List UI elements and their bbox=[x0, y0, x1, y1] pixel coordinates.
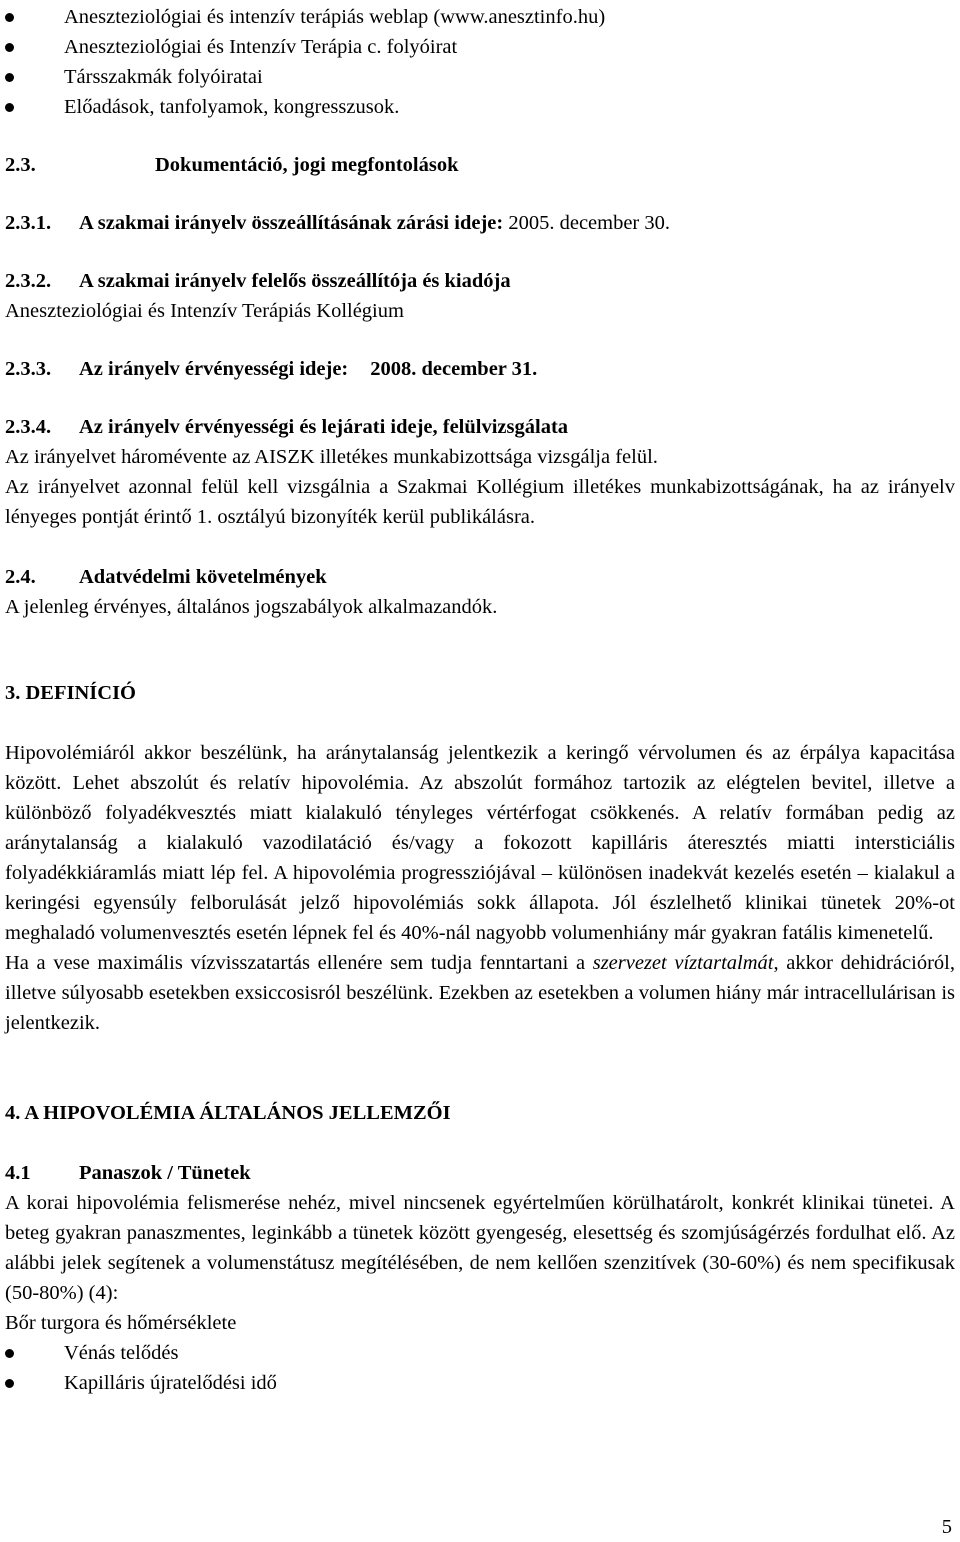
definition-paragraph-2: Ha a vese maximális vízvisszatartás ellenére sem tudja fenntartani a szervezet víztartalmát, akkor dehidrációról, illetve súlyosabb esetekben exsiccosisról beszélünk. Ezekben az esetekben a volumen hiány már intracellulárisan is jelentkezik. bbox=[5, 952, 955, 1034]
bullet-icon bbox=[5, 103, 14, 112]
section-2-3-4-line: Az irányelvet háromévente az AISZK illetékes munkabizottsága vizsgálja felül. bbox=[5, 446, 658, 468]
list-item: Társszakmák folyóiratai bbox=[5, 62, 955, 92]
section-heading-2-4: 2.4. Adatvédelmi követelmények bbox=[5, 566, 327, 588]
symptoms-line: Bőr turgora és hőmérséklete bbox=[5, 1312, 237, 1334]
bullet-icon bbox=[5, 1379, 14, 1388]
section-heading-4: 4. A HIPOVOLÉMIA ÁLTALÁNOS JELLEMZŐI bbox=[5, 1102, 451, 1124]
resource-bullet-list bbox=[5, 2, 955, 122]
definition-paragraph-1: Hipovolémiáról akkor beszélünk, ha aránytalanság jelentkezik a keringő vérvolumen és az érpálya kapacitása között. Lehet abszolút és relatív hipovolémia. Az abszolút formához tartozik az elégtelen bevitel, illetve a különböző folyadékvesztés miatt kialakuló tényleges vértérfogat csökkenés. A relatív formában pedig az aránytalanság a kialakuló vazodilatáció és/vagy a fokozott kapilláris áteresztés miatti intersticiális folyadékkiáramlás miatt lép fel. A hipovolémia progressziójával – különösen inadekvát kezelés esetén – kialakul a keringési egyensúly felborulását jelző hipovolémiás sokk állapota. Jól észlelhető klinikai tünetek 20%-ot meghaladó volumenvesztés esetén lépnek fel és 40%-nál nagyobb volumenhiány már gyakran fatális kimenetelű. bbox=[5, 742, 955, 944]
bullet-icon bbox=[5, 13, 14, 22]
symptoms-bullet-list bbox=[5, 1338, 955, 1398]
list-item: Vénás telődés bbox=[5, 1338, 955, 1368]
section-2-3-4-paragraph: Az irányelvet azonnal felül kell vizsgálnia a Szakmai Kollégium illetékes munkabizottságának, ha az irányelv lényeges pontját érintő 1. osztályú bizonyíték kerül publikálásra. bbox=[5, 476, 955, 528]
section-heading-4-1: 4.1 Panaszok / Tünetek bbox=[5, 1162, 251, 1184]
section-2-3-2-body: Aneszteziológiai és Intenzív Terápiás Kollégium bbox=[5, 300, 404, 322]
symptoms-paragraph: A korai hipovolémia felismerése nehéz, mivel nincsenek egyértelműen körülhatárolt, konkrét klinikai tünetei. A beteg gyakran panaszmentes, leginkább a tünetek között gyengeség, elesettség és szomjúságérzés fordulhat elő. Az alábbi jelek segítenek a volumenstátusz megítélésében, de nem kellően szenzitívek (30-60%) és nem specifikusak (50-80%) (4): bbox=[5, 1192, 955, 1304]
section-heading-2-3-4: 2.3.4. Az irányelv érvényességi és lejárati ideje, felülvizsgálata bbox=[5, 416, 569, 438]
list-item: Aneszteziológiai és intenzív terápiás weblap (www.anesztinfo.hu) bbox=[5, 2, 955, 32]
list-item: Aneszteziológiai és Intenzív Terápia c. folyóirat bbox=[5, 32, 955, 62]
page-number: 5 bbox=[941, 1516, 952, 1538]
section-heading-3: 3. DEFINÍCIÓ bbox=[5, 682, 136, 704]
section-2-4-body: A jelenleg érvényes, általános jogszabályok alkalmazandók. bbox=[5, 596, 498, 618]
bullet-icon bbox=[5, 1349, 14, 1358]
bullet-icon bbox=[5, 73, 14, 82]
bullet-icon bbox=[5, 43, 14, 52]
section-heading-2-3: 2.3. Dokumentáció, jogi megfontolások bbox=[5, 154, 459, 176]
section-heading-2-3-3: 2.3.3. Az irányelv érvényességi ideje: 2008. december 31. bbox=[5, 358, 538, 380]
section-heading-2-3-2: 2.3.2. A szakmai irányelv felelős összeállítója és kiadója bbox=[5, 270, 511, 292]
section-2-3-1: 2.3.1. A szakmai irányelv összeállításának zárási ideje: 2005. december 30. bbox=[5, 212, 671, 234]
list-item: Előadások, tanfolyamok, kongresszusok. bbox=[5, 92, 955, 122]
document-page bbox=[5, 2, 955, 1398]
list-item: Kapilláris újratelődési idő bbox=[5, 1368, 955, 1398]
